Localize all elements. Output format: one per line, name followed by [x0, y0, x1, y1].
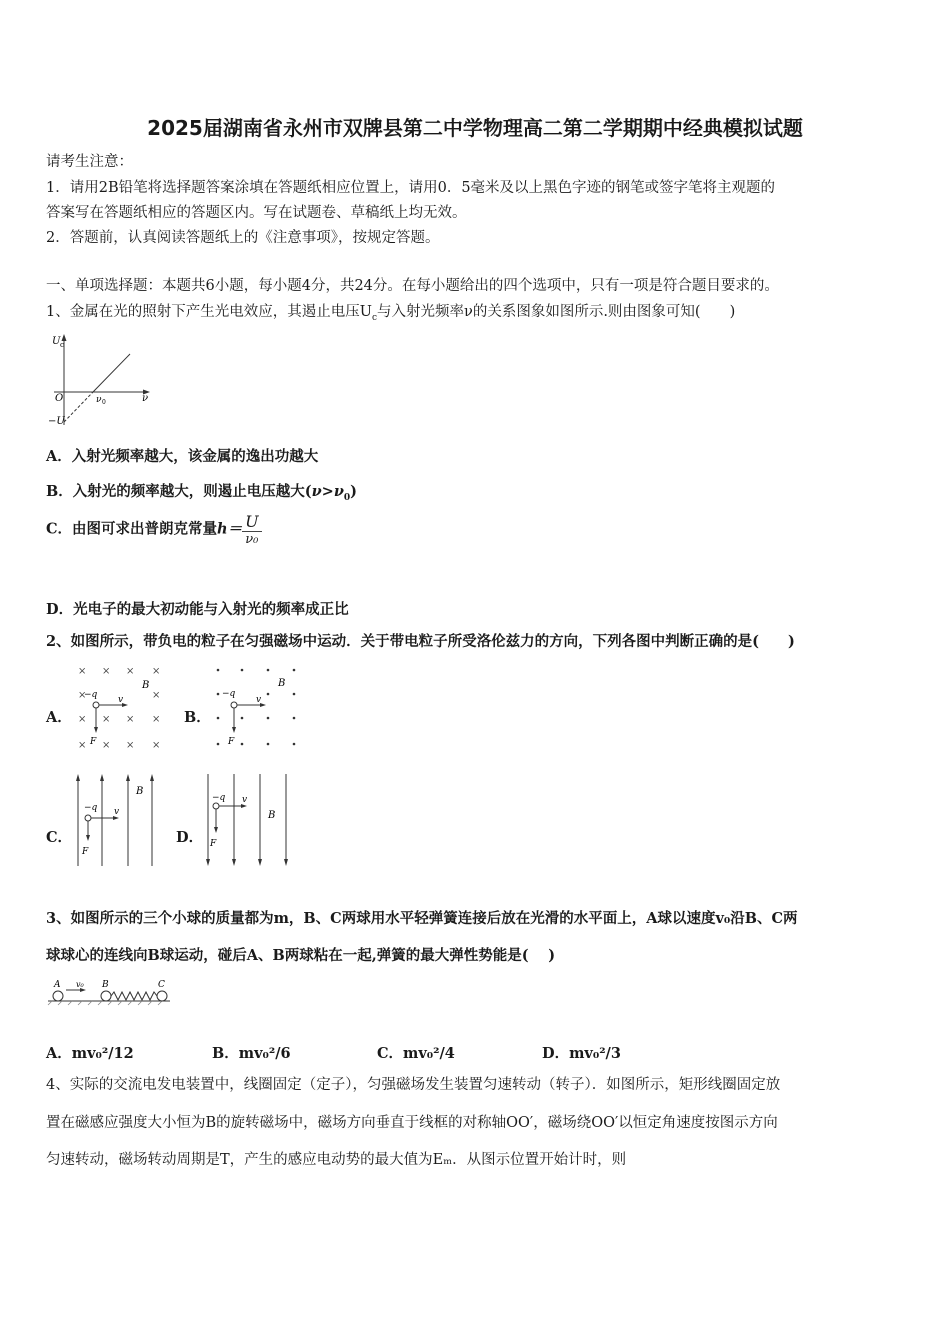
- q2-stem: 2、如图所示，带负电的粒子在匀强磁场中运动．关于带电粒子所受洛伦兹力的方向，下列各图中判断正确的是( ): [46, 633, 795, 650]
- q1-option-c: C．由图可求出普朗克常量h＝ $\frac{U}{\text{ν₀}}$: [46, 512, 262, 547]
- q1-stem: 1、金属在光的照射下产生光电效应，其遏止电压$U_c$与入射光频率ν的关系图象如图所示.则由图象可知( ): [46, 304, 736, 323]
- q2-c-f: F: [82, 847, 89, 857]
- q2-figure-a: [70, 660, 170, 755]
- q2-label-d: D．: [176, 829, 204, 846]
- q2-c-charge: −q: [84, 803, 98, 813]
- q1-y-arrow: [62, 334, 67, 341]
- q1-option-b: B．入射光的频率越大，则遏止电压越大$(\nu>\nu_0)$: [46, 483, 358, 503]
- q1-y-sub: c: [60, 341, 64, 349]
- q2-b-particle: [231, 702, 237, 708]
- q1-x0: ν: [96, 395, 102, 405]
- q3-label-c: C: [158, 980, 165, 990]
- q3-option-a: A．mv₀²/12: [46, 1045, 134, 1062]
- q2-d-field-label: B: [268, 810, 276, 821]
- svg-text:×: ×: [152, 690, 161, 701]
- svg-text:×: ×: [102, 714, 111, 725]
- svg-text:×: ×: [78, 666, 87, 677]
- q3-figure: [46, 978, 176, 1006]
- q4-line-2: 置在磁感应强度大小恒为B的旋转磁场中，磁场方向垂直于线框的对称轴OO′，磁场绕OO′以恒定角速度按图示方向: [46, 1115, 778, 1131]
- q3-ground-hatch: [48, 1001, 162, 1005]
- svg-text:×: ×: [102, 666, 111, 677]
- q3-option-d: D．mv₀²/3: [542, 1045, 621, 1062]
- section-heading: 一、单项选择题：本题共6小题，每小题4分，共24分。在每小题给出的四个选项中，只有一项是符合题目要求的。: [46, 278, 779, 294]
- q4-line-1: 4、实际的交流电发电装置中，线圈固定（定子），匀强磁场发生装置匀速转动（转子）．如图所示，矩形线圈固定放: [46, 1077, 781, 1093]
- svg-text:×: ×: [102, 740, 111, 751]
- q1-option-d: D．光电子的最大初动能与入射光的频率成正比: [46, 601, 349, 618]
- q2-a-particle: [93, 702, 99, 708]
- q2-b-force-arrow: [232, 727, 236, 733]
- q2-d-charge: −q: [212, 793, 226, 803]
- notice-heading: 请考生注意：: [46, 154, 133, 170]
- svg-text:×: ×: [78, 740, 87, 751]
- q3-label-a: A: [54, 980, 61, 990]
- svg-text:×: ×: [126, 714, 135, 725]
- svg-text:×: ×: [152, 714, 161, 725]
- svg-text:×: ×: [126, 666, 135, 677]
- q2-figure-b: [208, 660, 308, 755]
- q2-c-force-arrow: [86, 835, 90, 841]
- q1-neg-label: −U: [48, 416, 65, 427]
- q1-origin: O: [55, 393, 64, 404]
- q1-dashed-line: [64, 392, 93, 422]
- q3-ball-a: [53, 991, 63, 1001]
- notice-line-2: 2．答题前，认真阅读答题纸上的《注意事项》，按规定答题。: [46, 230, 440, 246]
- q2-a-force-arrow: [94, 727, 98, 733]
- q2-d-force-arrow: [214, 827, 218, 833]
- page-title: 2025届湖南省永州市双牌县第二中学物理高二第二学期期中经典模拟试题: [147, 116, 803, 140]
- q2-d-particle: [213, 803, 219, 809]
- q2-label-c: C．: [46, 829, 73, 846]
- q2-d-v: v: [242, 795, 248, 805]
- svg-text:×: ×: [78, 714, 87, 725]
- svg-text:×: ×: [78, 690, 87, 701]
- q3-ball-b: [101, 991, 111, 1001]
- q2-a-f: F: [90, 737, 97, 747]
- q2-a-v: v: [118, 695, 124, 705]
- q2-label-b: B．: [184, 709, 211, 726]
- q2-b-field-label: B: [278, 678, 286, 689]
- q1-option-a: A．入射光频率越大，该金属的逸出功越大: [46, 448, 319, 465]
- svg-text:×: ×: [126, 740, 135, 751]
- q2-a-field-label: B: [142, 680, 150, 691]
- q3-label-v0: v₀: [76, 980, 84, 989]
- q1-line: [93, 354, 130, 392]
- q3-ball-c: [157, 991, 167, 1001]
- notice-line-1: 1．请用2B铅笔将选择题答案涂填在答题纸相应位置上，请用0．5毫米及以上黑色字迹的钢笔或签字笔将主观题的: [46, 180, 776, 196]
- q3-line-1: 3、如图所示的三个小球的质量都为m，B、C两球用水平轻弹簧连接后放在光滑的水平面上，A球以速度v₀沿B、C两: [46, 910, 798, 927]
- svg-text:×: ×: [152, 740, 161, 751]
- q2-c-field-arrows: [76, 774, 154, 781]
- q2-d-field-arrows: [206, 859, 288, 866]
- q2-b-charge: −q: [222, 689, 236, 699]
- q2-c-particle: [85, 815, 91, 821]
- q2-a-charge: −q: [84, 690, 98, 700]
- q2-c-field-label: B: [136, 786, 144, 797]
- q1-x-label: ν: [142, 393, 149, 404]
- svg-text:×: ×: [152, 666, 161, 677]
- q4-line-3: 匀速转动，磁场转动周期是T，产生的感应电动势的最大值为Eₘ．从图示位置开始计时，则: [46, 1152, 627, 1168]
- q3-option-b: B．mv₀²/6: [212, 1045, 291, 1062]
- q2-b-v: v: [256, 695, 262, 705]
- q3-line-2: 球球心的连线向B球运动，碰后A、B两球粘在一起,弹簧的最大弹性势能是( ): [46, 947, 556, 964]
- q3-option-c: C．mv₀²/4: [377, 1045, 455, 1062]
- q2-label-a: A．: [46, 709, 72, 726]
- q2-b-f: F: [228, 737, 235, 747]
- q1-graph: [46, 330, 156, 430]
- q1-x0-sub: 0: [102, 399, 106, 406]
- q1-y-label: U: [52, 336, 61, 347]
- q3-spring: [111, 992, 157, 1000]
- notice-line-1b: 答案写在答题纸相应的答题区内。写在试题卷、草稿纸上均无效。: [46, 205, 467, 221]
- q2-figure-d: [200, 770, 292, 870]
- q2-figure-c: [70, 770, 162, 870]
- q2-c-v: v: [114, 807, 120, 817]
- q3-label-b: B: [102, 980, 109, 990]
- q2-d-f: F: [210, 839, 217, 849]
